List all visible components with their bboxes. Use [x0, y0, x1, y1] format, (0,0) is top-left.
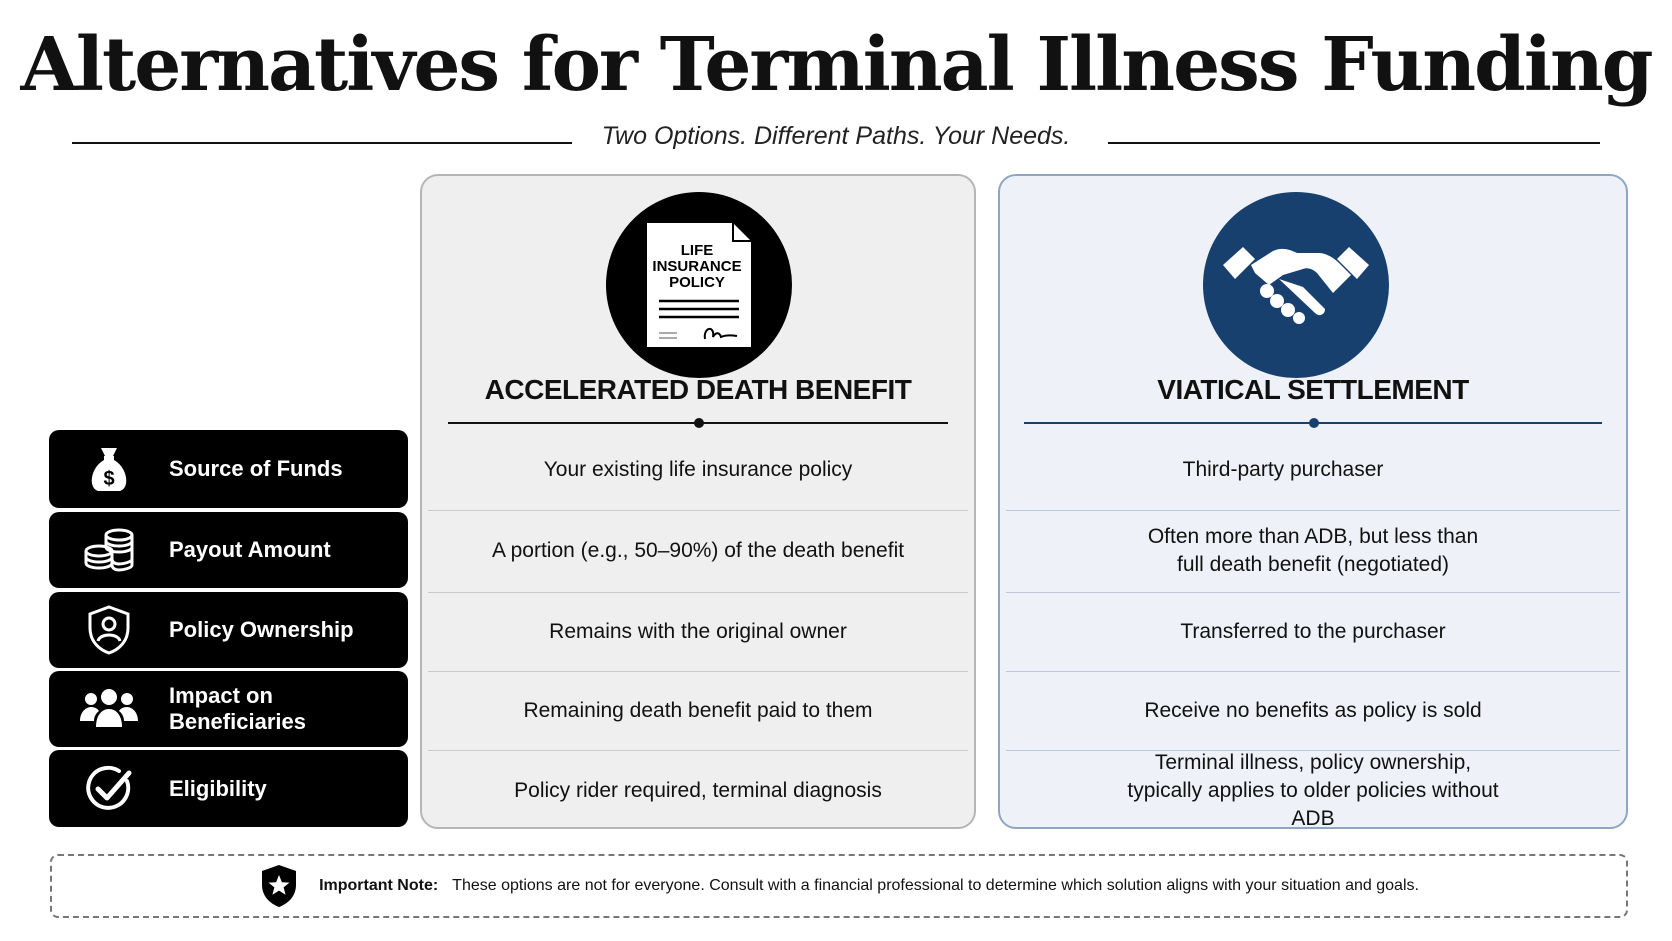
viatical-title: VIATICAL SETTLEMENT [1157, 374, 1469, 405]
coin-stack-icon [49, 527, 169, 573]
row-label-policy-ownership [49, 592, 408, 668]
adb-cell-source-of-funds: Your existing life insurance policy [543, 458, 853, 481]
check-circle-icon [49, 763, 169, 815]
viatical-cell-policy-ownership: Transferred to the purchaser [1180, 620, 1446, 643]
adb-panel [420, 174, 976, 829]
people-group-icon [49, 687, 169, 731]
row-label-text: Payout Amount [169, 537, 331, 562]
adb-title-dot [694, 418, 704, 428]
adb-title: ACCELERATED DEATH BENEFIT [484, 374, 912, 405]
svg-text:$: $ [103, 468, 115, 490]
viatical-row-divider [1006, 592, 1620, 593]
row-label-payout-amount [49, 512, 408, 588]
adb-cell-policy-ownership: Remains with the original owner [549, 620, 847, 643]
adb-cell-impact-on-beneficiaries: Remaining death benefit paid to them [523, 699, 873, 722]
viatical-title-dot [1309, 418, 1319, 428]
note-label: Important Note: [319, 877, 439, 894]
money-bag-icon [49, 444, 169, 494]
note-text: These options are not for everyone. Consult with a financial professional to determine which solution aligns with your situation and goals. [452, 877, 1419, 894]
policy-doc-line-1: LIFE [680, 242, 714, 259]
adb-row-divider [428, 671, 968, 672]
adb-cell-eligibility: Policy rider required, terminal diagnosis [514, 779, 882, 802]
shield-star-icon [259, 863, 299, 909]
page-title: Alternatives for Terminal Illness Funding [20, 22, 1652, 108]
adb-row-divider [428, 592, 968, 593]
adb-row-divider [428, 750, 968, 751]
viatical-row-divider [1006, 671, 1620, 672]
viatical-cell-source-of-funds: Third-party purchaser [1182, 458, 1384, 481]
row-label-text: Source of Funds [169, 456, 343, 481]
viatical-cell-impact-on-beneficiaries: Receive no benefits as policy is sold [1144, 699, 1482, 722]
policy-doc-line-3: POLICY [669, 274, 725, 291]
viatical-cell-eligibility: Terminal illness, policy ownership, typically applies to older policies without ADB [1127, 751, 1499, 830]
handshake-icon [1203, 192, 1389, 378]
viatical-panel [998, 174, 1628, 829]
viatical-row-divider [1006, 510, 1620, 511]
adb-cell-payout-amount: A portion (e.g., 50–90%) of the death benefit [491, 539, 905, 562]
subtitle: Two Options. Different Paths. Your Needs. [601, 122, 1071, 150]
row-label-text: Policy Ownership [169, 617, 354, 642]
adb-row-divider [428, 510, 968, 511]
row-label-text: Impact on Beneficiaries [169, 683, 306, 734]
viatical-cell-payout-amount: Often more than ADB, but less than full death benefit (negotiated) [1147, 525, 1479, 576]
policy-doc-line-2: INSURANCE [652, 258, 742, 275]
row-label-text: Eligibility [169, 775, 267, 801]
important-note [50, 854, 1628, 918]
life-insurance-policy-icon [606, 192, 792, 378]
row-label-eligibility [49, 750, 408, 827]
subtitle-rule-right [1108, 142, 1600, 144]
shield-person-icon [49, 604, 169, 656]
row-label-impact-on-beneficiaries [49, 671, 408, 747]
subtitle-row [72, 118, 1600, 158]
row-label-source-of-funds [49, 430, 408, 508]
